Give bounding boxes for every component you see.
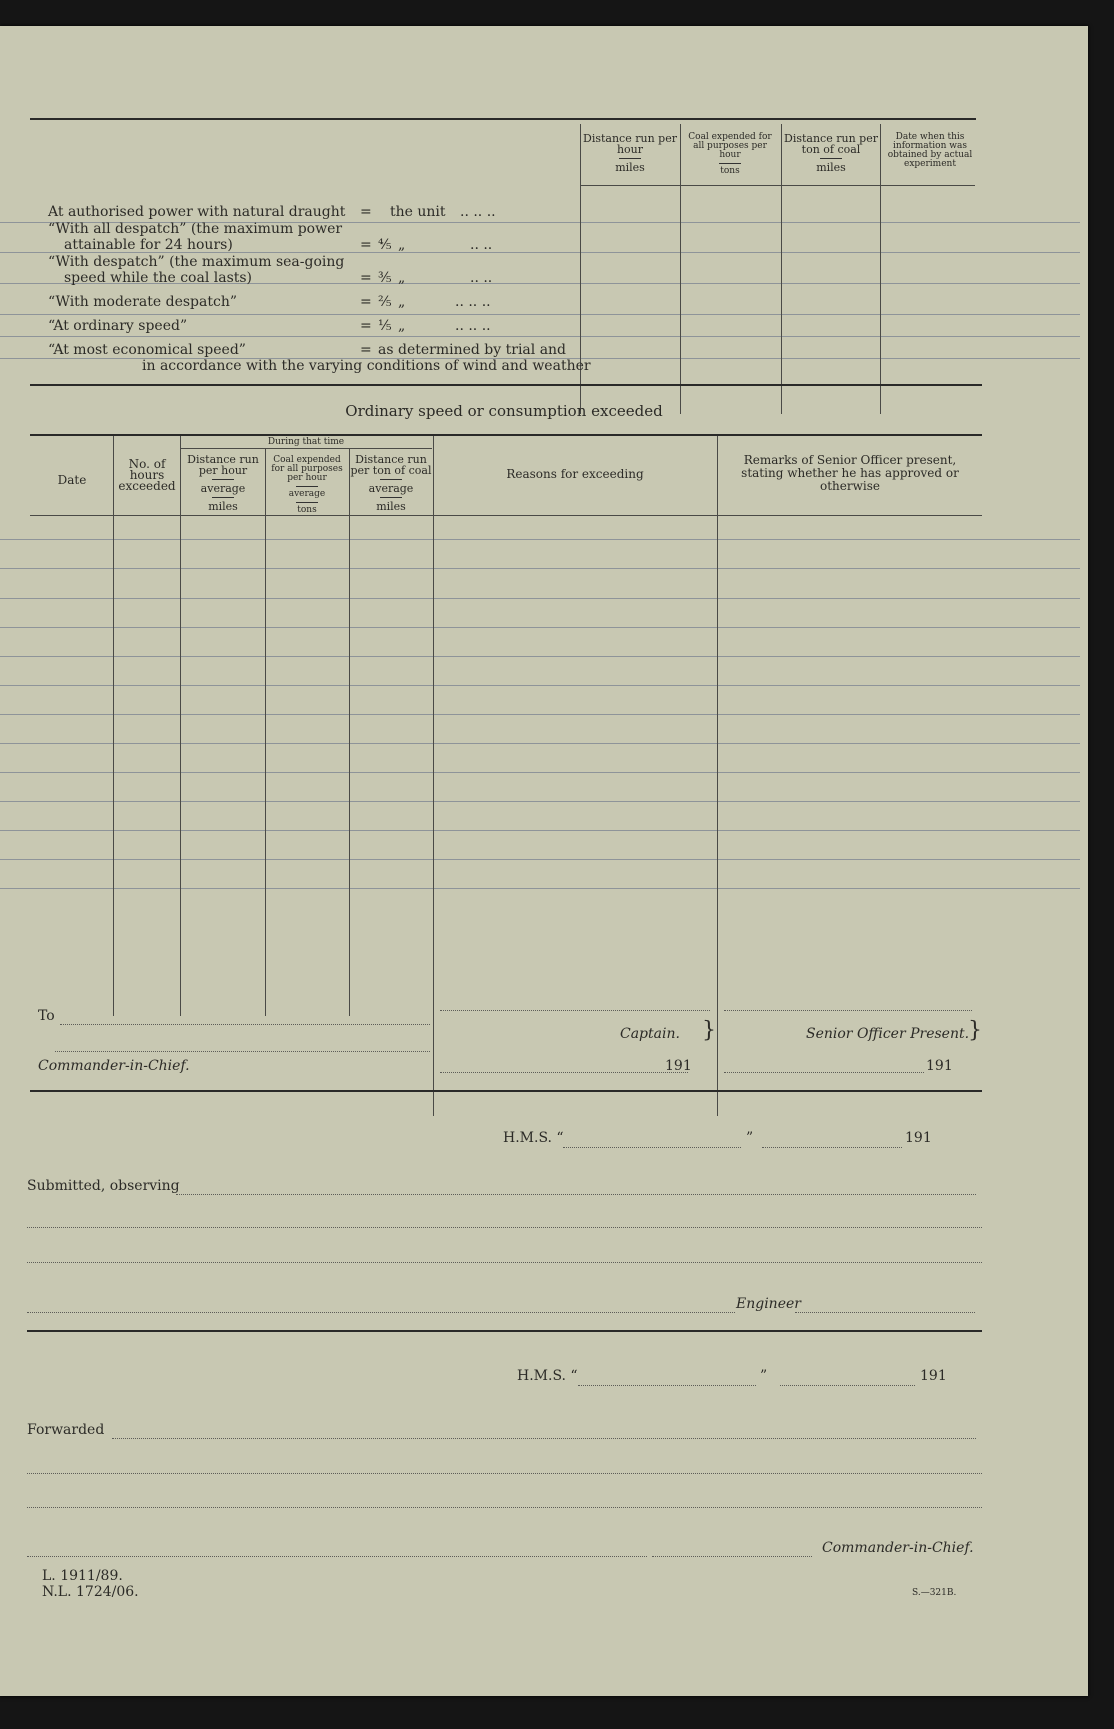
col-remarks: Remarks of Senior Officer present, stating whether he has approved or otherwise	[741, 453, 959, 493]
brace: }	[968, 1018, 982, 1043]
submitted-year: 191	[905, 1130, 932, 1146]
row-eq: =	[360, 237, 372, 253]
submitted-label: Submitted, observing	[27, 1178, 180, 1194]
submitted-hms: H.M.S. “	[503, 1130, 564, 1146]
close-quote: ”	[760, 1368, 768, 1384]
row-eq: =	[360, 270, 372, 286]
row-value: ⅘	[378, 237, 392, 253]
ref-l: L. 1911/89.	[42, 1568, 123, 1584]
col-date: Date	[57, 473, 87, 487]
row-value: the unit	[390, 204, 446, 220]
senior-year: 191	[926, 1058, 953, 1074]
captain-label: Captain.	[620, 1026, 680, 1042]
col-coal-per-hour: Coal expended for all purposes per hour average tons	[271, 455, 343, 515]
col-distance-per-hour: Distance run per hour average miles	[187, 453, 259, 513]
ref-nl: N.L. 1724/06.	[42, 1584, 139, 1600]
close-quote: ”	[746, 1130, 754, 1146]
row-ditto: „	[398, 318, 406, 334]
row-ordinary-speed: “At ordinary speed”	[48, 318, 188, 334]
forwarded-label: Forwarded	[27, 1422, 105, 1438]
row-value: ⅕	[378, 318, 392, 334]
form-sheet	[0, 26, 1088, 1696]
during-that-time: During that time	[267, 437, 345, 447]
header-coal-per-hour: Coal expended for all purposes per hour tons	[688, 132, 772, 176]
row-line2: attainable for 24 hours)	[64, 237, 233, 253]
header-distance-per-hour: Distance run per hour miles	[583, 132, 677, 174]
exceeded-title: Ordinary speed or consumption exceeded	[345, 402, 663, 420]
row-natural-draught: At authorised power with natural draught	[48, 204, 346, 220]
row-moderate-despatch: “With moderate despatch”	[48, 294, 237, 310]
col-hours-exceeded: No. of hours exceeded	[118, 457, 176, 493]
row-all-despatch: “With all despatch” (the maximum power	[48, 221, 343, 237]
row-dots: .. .. ..	[455, 318, 491, 334]
row-dots: .. .. ..	[455, 294, 491, 310]
forwarded-commander-label: Commander-in-Chief.	[822, 1540, 974, 1556]
row-economical-speed: “At most economical speed”	[48, 342, 246, 358]
row-eq: =	[360, 342, 372, 358]
forwarded-hms: H.M.S. “	[517, 1368, 578, 1384]
row-value: as determined by trial and	[378, 342, 567, 358]
col-distance-per-ton: Distance run per ton of coal average miles	[350, 453, 432, 513]
row-dots: .. ..	[470, 237, 493, 253]
captain-year: 191	[665, 1058, 692, 1074]
forwarded-year: 191	[920, 1368, 947, 1384]
row-value: ⅗	[378, 270, 392, 286]
row-ditto: „	[398, 237, 406, 253]
col-reasons: Reasons for exceeding	[506, 467, 644, 481]
row-eq: =	[360, 318, 372, 334]
brace: }	[702, 1018, 716, 1043]
row-despatch: “With despatch” (the maximum sea-going	[48, 254, 345, 270]
form-number: S.—321B.	[912, 1588, 957, 1598]
row-ditto: „	[398, 294, 406, 310]
row-dots: .. ..	[470, 270, 493, 286]
row-value: ⅖	[378, 294, 392, 310]
header-date-obtained: Date when this information was obtained by actual experiment	[887, 132, 973, 169]
header-distance-per-ton: Distance run per ton of coal miles	[784, 132, 878, 174]
top-rule	[30, 118, 976, 120]
row-eq: =	[360, 204, 372, 220]
row-line2: speed while the coal lasts)	[64, 270, 253, 286]
row-line2: in accordance with the varying conditions of wind and weather	[142, 358, 591, 374]
engineer-label: Engineer	[736, 1296, 801, 1312]
row-dots: .. .. ..	[460, 204, 496, 220]
senior-officer-label: Senior Officer Present.	[806, 1026, 970, 1042]
mid-rule	[30, 384, 982, 386]
row-eq: =	[360, 294, 372, 310]
to-label: To	[38, 1008, 55, 1024]
commander-in-chief-label: Commander-in-Chief.	[38, 1058, 190, 1074]
row-ditto: „	[398, 270, 406, 286]
